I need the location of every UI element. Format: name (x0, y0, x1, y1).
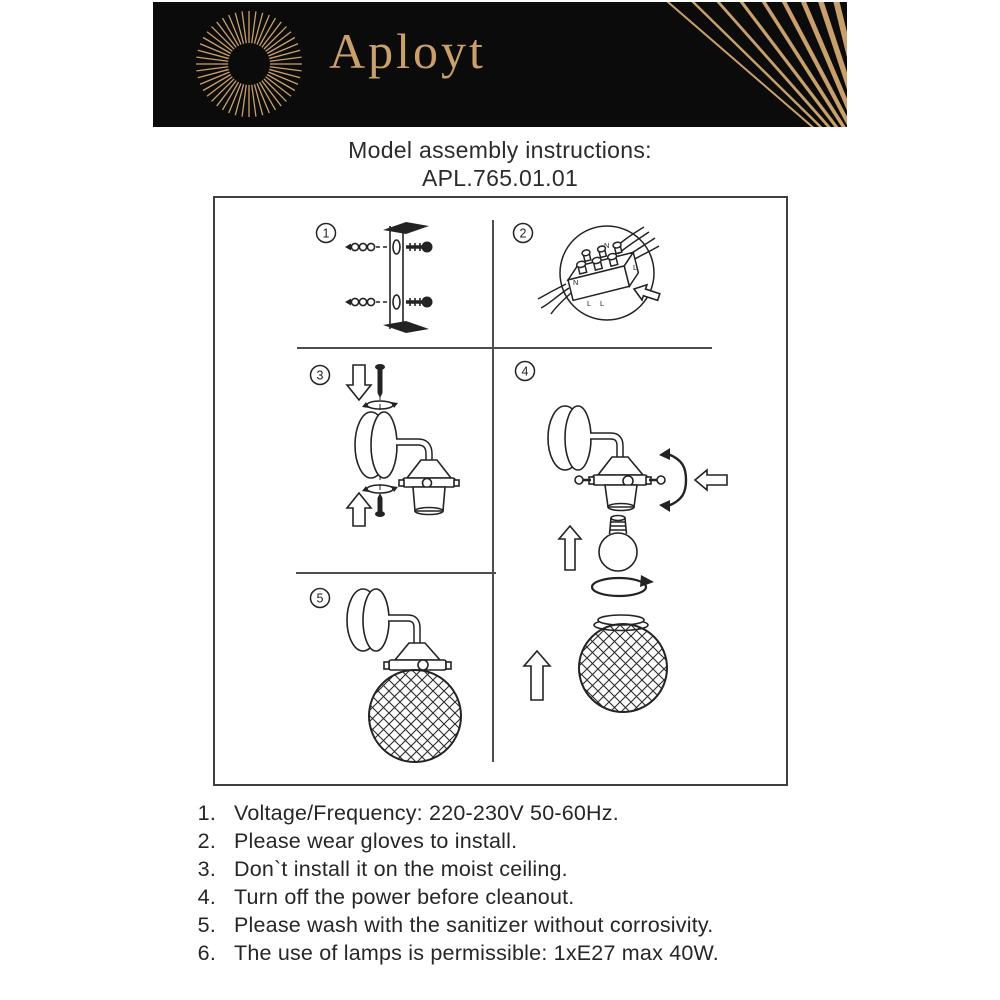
svg-text:L: L (600, 299, 605, 308)
step-4-badge (516, 362, 535, 381)
step-5-badge (311, 589, 330, 608)
step-1-badge (317, 224, 336, 243)
list-item (0, 827, 1000, 855)
list-item (0, 883, 1000, 911)
page-title: Model assembly instructions: (348, 137, 652, 163)
item-number: 6. (197, 941, 216, 965)
instruction-list (0, 799, 1000, 967)
item-text: Please wash with the sanitizer without corrosivity. (234, 913, 714, 937)
list-item (0, 911, 1000, 939)
list-item (0, 855, 1000, 883)
title-block (0, 136, 1000, 192)
svg-text:N: N (604, 241, 610, 250)
item-text: Voltage/Frequency: 220-230V 50-60Hz. (234, 801, 619, 825)
item-number: 1. (197, 801, 216, 825)
item-text: Turn off the power before cleanout. (234, 885, 575, 909)
decorative-rays-icon (647, 2, 847, 127)
item-text: Don`t install it on the moist ceiling. (234, 857, 568, 881)
sunburst-logo-icon (193, 2, 305, 127)
step-3-backplate-drawing (347, 364, 459, 526)
svg-text:2: 2 (519, 226, 527, 241)
item-text: The use of lamps is permissible: 1xE27 max 40W. (234, 941, 719, 965)
list-item (0, 799, 1000, 827)
brand-wordmark: Aployt (329, 23, 486, 79)
step-3-badge (311, 366, 330, 385)
svg-text:5: 5 (316, 591, 324, 606)
svg-text:1: 1 (322, 226, 330, 241)
item-number: 2. (197, 829, 216, 853)
model-number: APL.765.01.01 (421, 165, 579, 191)
step-1-wall-bracket-drawing (345, 222, 433, 333)
step-badges (311, 224, 535, 608)
list-item (0, 939, 1000, 967)
svg-text:4: 4 (521, 364, 529, 379)
step-5-finished-lamp-drawing (347, 589, 461, 762)
item-number: 5. (197, 913, 216, 937)
item-number: 3. (197, 857, 216, 881)
svg-text:3: 3 (316, 368, 324, 383)
item-text: Please wear gloves to install. (234, 829, 518, 853)
assembly-diagram (213, 196, 788, 786)
step-2-wiring-drawing (538, 226, 661, 320)
svg-text:N: N (573, 278, 579, 287)
brand-banner (153, 2, 847, 127)
item-number: 4. (197, 885, 216, 909)
svg-text:L: L (633, 263, 638, 272)
step-2-badge (514, 224, 533, 243)
svg-text:L: L (587, 299, 592, 308)
assembly-diagram-svg (215, 198, 786, 784)
step-4-assembly-drawing (524, 406, 727, 712)
